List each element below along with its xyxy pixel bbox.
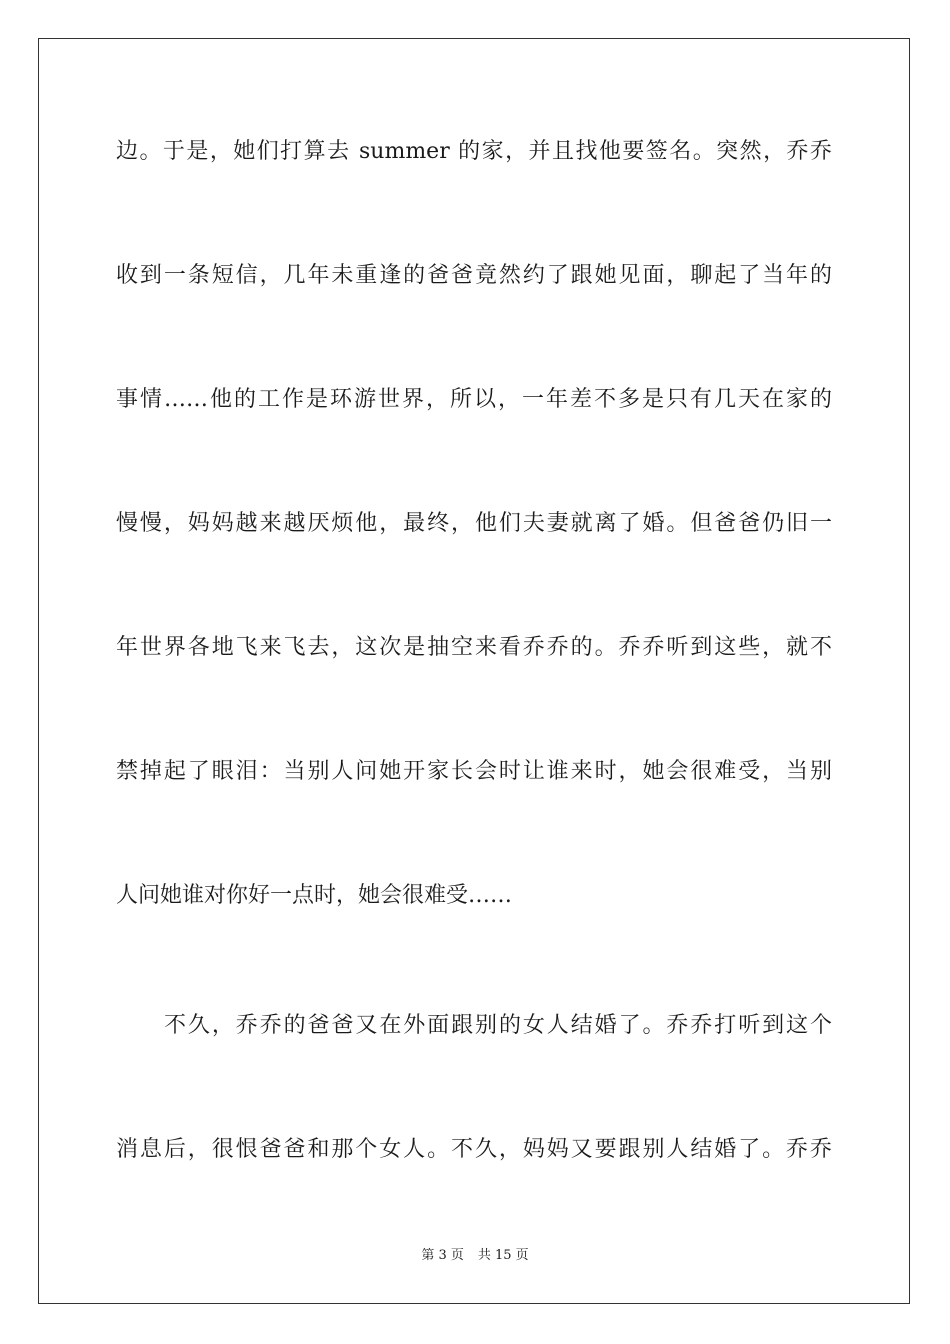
page-footer (0, 1247, 950, 1265)
text-line: 禁掉起了眼泪：当别人问她开家长会时让谁来时，她会很难受，当别 (116, 759, 832, 784)
page-total: 共 15 页 (477, 1248, 529, 1263)
text-line: 慢慢，妈妈越来越厌烦他，最终，他们夫妻就离了婚。但爸爸仍旧一 (116, 511, 832, 536)
page-number: 第 3 页 (421, 1248, 464, 1263)
text-line: 边。于是，她们打算去 summer 的家，并且找他要签名。突然，乔乔 (116, 139, 832, 164)
text-line: 年世界各地飞来飞去，这次是抽空来看乔乔的。乔乔听到这些，就不 (116, 635, 832, 660)
text-line: 不久，乔乔的爸爸又在外面跟别的女人结婚了。乔乔打听到这个 (164, 1013, 832, 1038)
text-line: 事情……他的工作是环游世界，所以，一年差不多是只有几天在家的 (116, 387, 832, 412)
text-line: 收到一条短信，几年未重逢的爸爸竟然约了跟她见面，聊起了当年的 (116, 263, 832, 288)
page-frame (38, 38, 910, 1304)
text-line: 人问她谁对你好一点时，她会很难受…… (116, 883, 513, 908)
text-line: 消息后，很恨爸爸和那个女人。不久，妈妈又要跟别人结婚了。乔乔 (116, 1137, 832, 1162)
